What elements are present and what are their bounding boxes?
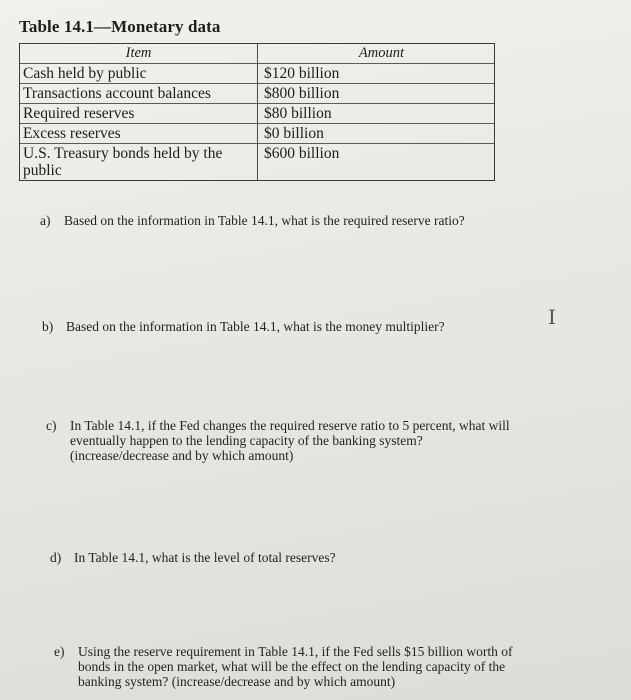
question-label: b) <box>42 319 54 334</box>
row-item: Required reserves <box>20 104 258 123</box>
question-c <box>46 418 510 463</box>
table-row <box>20 123 494 143</box>
row-amount: $80 billion <box>264 105 332 122</box>
row-amount: $0 billion <box>264 125 324 142</box>
question-text: bonds in the open market, what will be the effect on the lending capacity of the <box>78 659 506 674</box>
text-cursor-icon: I <box>548 305 556 329</box>
question-text: Based on the information in Table 14.1, what is the money multiplier? <box>66 319 445 334</box>
question-label: a) <box>40 213 51 228</box>
question-text: (increase/decrease and by which amount) <box>70 448 294 463</box>
header-amount: Amount <box>358 45 404 61</box>
row-item: Transactions account balances <box>20 84 258 103</box>
row-amount: $120 billion <box>264 65 340 82</box>
table-row <box>20 83 494 103</box>
row-amount: $800 billion <box>264 85 340 102</box>
question-text: eventually happen to the lending capacity of the banking system? <box>70 433 423 448</box>
question-d <box>50 550 336 565</box>
row-item: Cash held by public <box>20 64 258 83</box>
question-text: In Table 14.1, if the Fed changes the required reserve ratio to 5 percent, what will <box>70 418 510 433</box>
question-text: In Table 14.1, what is the level of total reserves? <box>74 550 336 565</box>
header-item: Item <box>20 44 258 63</box>
question-label: c) <box>46 418 57 433</box>
row-item <box>20 144 258 180</box>
question-a <box>40 213 465 228</box>
monetary-data-table <box>19 43 495 181</box>
table-title: Table 14.1—Monetary data <box>19 17 221 36</box>
question-label: d) <box>50 550 62 565</box>
question-b <box>42 319 445 334</box>
question-e <box>54 644 512 689</box>
table-row <box>20 143 494 180</box>
table-row <box>20 103 494 123</box>
row-item: Excess reserves <box>20 124 258 143</box>
question-text: banking system? (increase/decrease and by which amount) <box>78 674 396 689</box>
table-header-row <box>20 44 494 63</box>
question-label: e) <box>54 644 65 659</box>
question-text: Based on the information in Table 14.1, what is the required reserve ratio? <box>64 213 465 228</box>
row-item-line: public <box>23 162 62 179</box>
table-row <box>20 63 494 83</box>
row-amount: $600 billion <box>264 145 340 162</box>
question-text: Using the reserve requirement in Table 14.1, if the Fed sells $15 billion worth of <box>78 644 513 659</box>
row-item-line: U.S. Treasury bonds held by the <box>23 145 223 162</box>
